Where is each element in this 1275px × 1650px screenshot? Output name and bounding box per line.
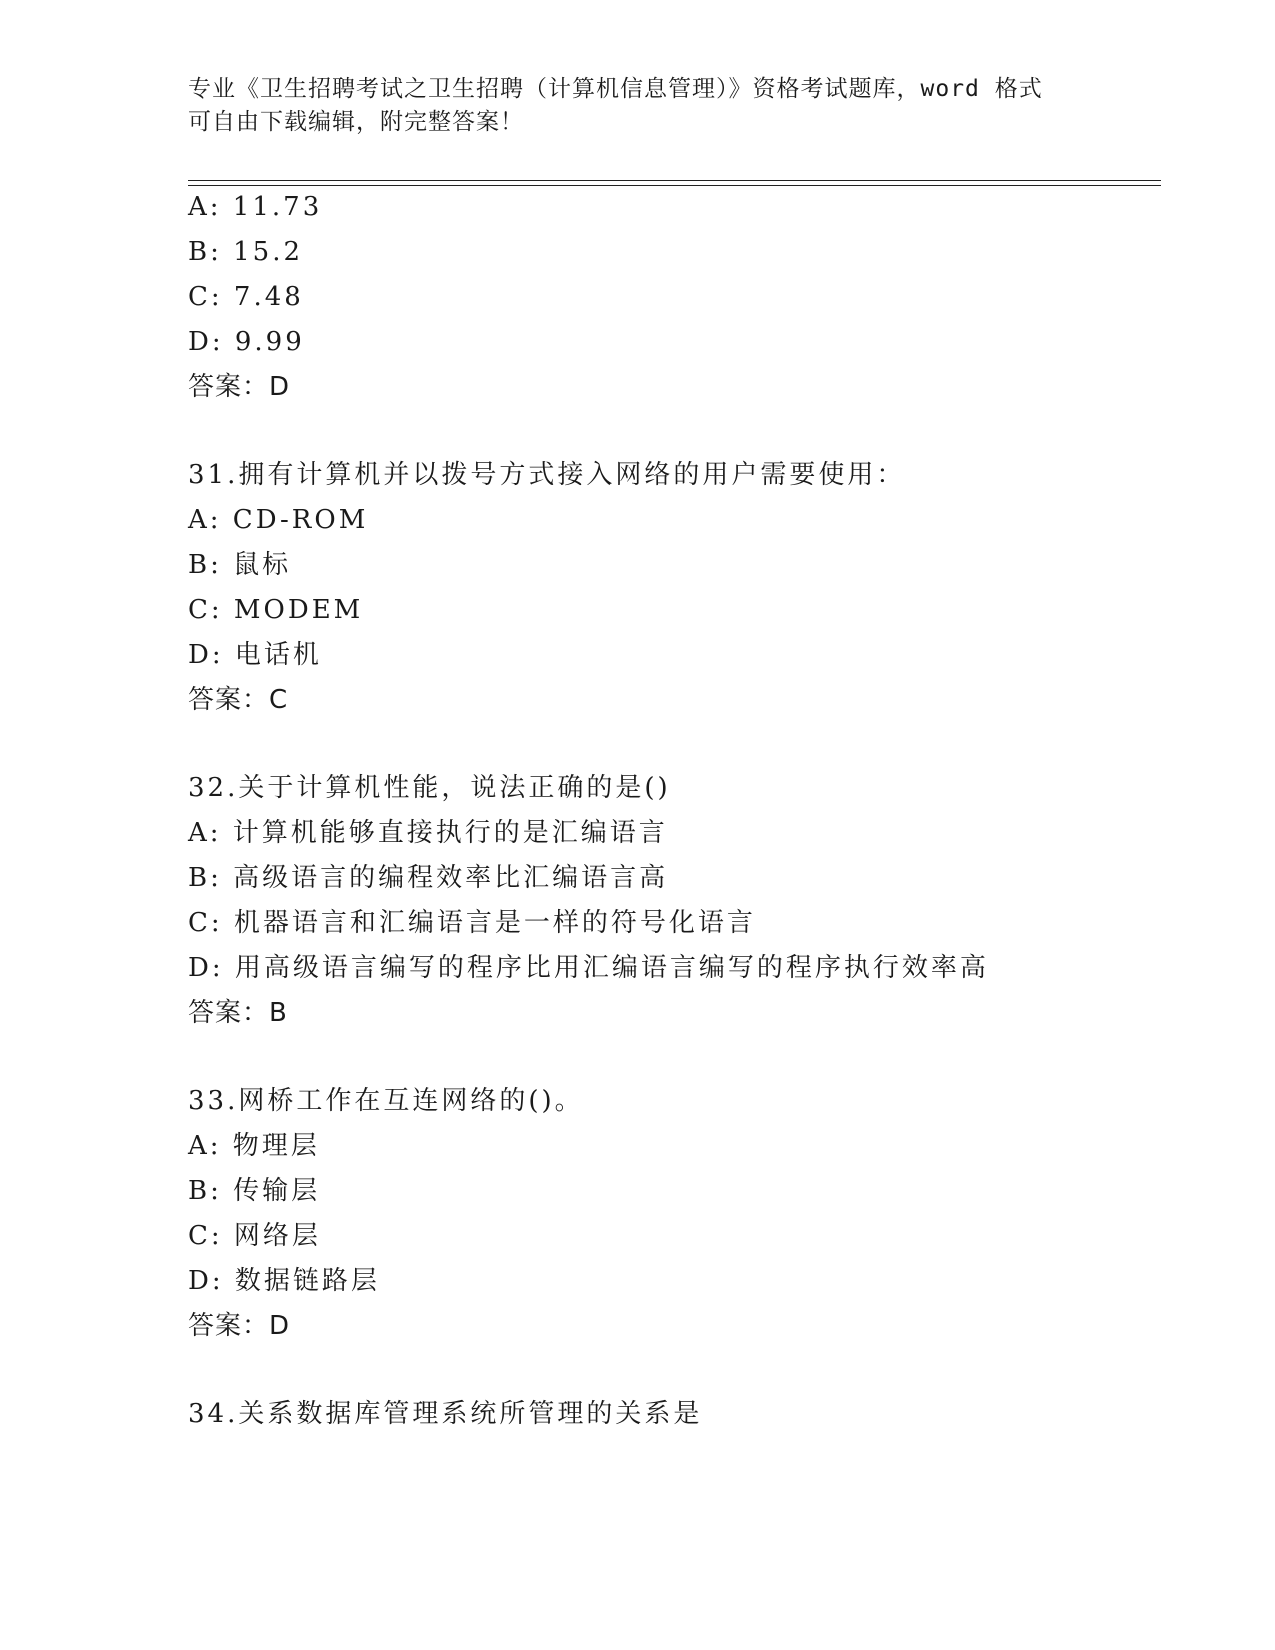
q32-option-d: D: 用高级语言编写的程序比用汇编语言编写的程序执行效率高 [188, 953, 989, 983]
q30-option-c: C: 7.48 [188, 282, 304, 312]
q32-option-c: C: 机器语言和汇编语言是一样的符号化语言 [188, 908, 756, 938]
q30-answer: 答案：D [188, 372, 291, 402]
header-title-line-1: 专业《卫生招聘考试之卫生招聘（计算机信息管理）》资格考试题库，word 格式 [188, 76, 1043, 102]
q31-question: 31.拥有计算机并以拨号方式接入网络的用户需要使用： [188, 460, 906, 490]
q32-question: 32.关于计算机性能，说法正确的是() [188, 773, 671, 803]
q33-option-c: C: 网络层 [188, 1221, 321, 1251]
header-divider-bottom [188, 185, 1161, 186]
q32-option-a: A: 计算机能够直接执行的是汇编语言 [188, 818, 668, 848]
header-divider-top [188, 180, 1161, 181]
q30-option-d: D: 9.99 [188, 327, 305, 357]
q34-question: 34.关系数据库管理系统所管理的关系是 [188, 1399, 703, 1429]
q32-answer: 答案：B [188, 998, 288, 1028]
q31-option-d: D: 电话机 [188, 640, 322, 670]
q33-option-a: A: 物理层 [188, 1131, 320, 1161]
q30-option-a: A: 11.73 [188, 192, 323, 222]
q33-option-b: B: 传输层 [188, 1176, 321, 1206]
q33-question: 33.网桥工作在互连网络的()。 [188, 1086, 584, 1116]
document-header [188, 73, 1088, 139]
q31-option-a: A: CD-ROM [188, 505, 369, 535]
q30-option-b: B: 15.2 [188, 237, 304, 267]
q31-answer: 答案：C [188, 685, 289, 715]
q33-option-d: D: 数据链路层 [188, 1266, 380, 1296]
q32-option-b: B: 高级语言的编程效率比汇编语言高 [188, 863, 669, 893]
q33-answer: 答案：D [188, 1311, 291, 1341]
header-title-line-2: 可自由下载编辑，附完整答案！ [188, 109, 524, 135]
q31-option-c: C: MODEM [188, 595, 364, 625]
q31-option-b: B: 鼠标 [188, 550, 292, 580]
